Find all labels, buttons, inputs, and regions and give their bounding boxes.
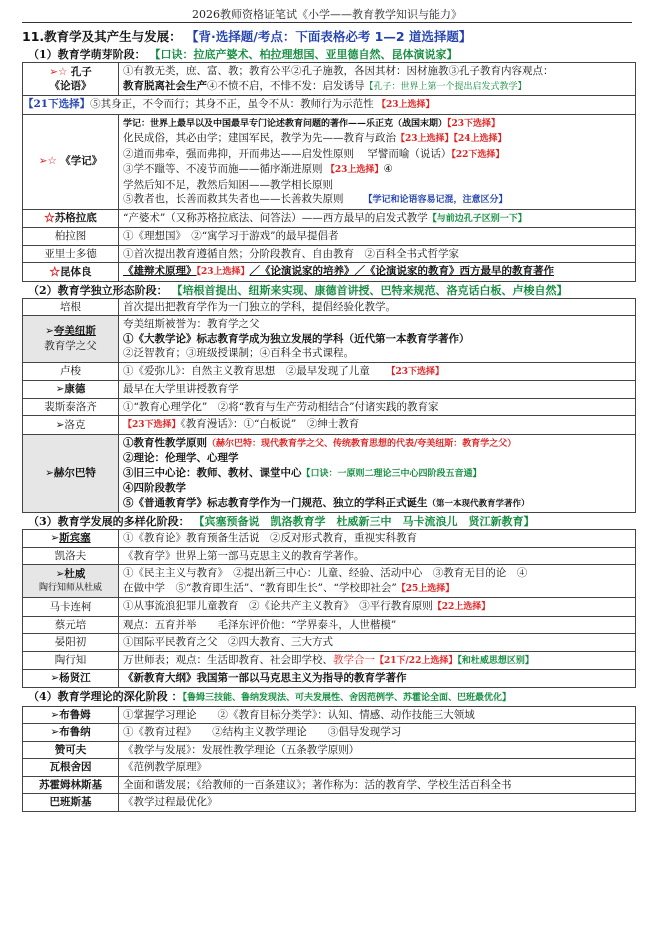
- content-cell-bacon: 首次提出把教育学作为一门独立的学科，提倡经验化教学。: [119, 298, 636, 316]
- content-cell-kant: 最早在大学里讲授教育学: [119, 381, 636, 399]
- name-cell-tao: 陶行知: [23, 651, 119, 670]
- content-line: ①《大教学论》标志教育学成为独立发展的学科（近代第一本教育学著作）: [123, 332, 470, 345]
- arrow-icon: ➢: [50, 532, 60, 544]
- name-cell-sukhomlinsky: 苏霍姆林斯基: [23, 776, 119, 794]
- content-cell-babansky: 《教学过程最优化》: [119, 794, 636, 812]
- part4-mnemonic: 【鲁姆三技能、鲁纳发现法、可夫发展性、舍因范例学、苏霍论全面、巴班最优化】: [182, 692, 512, 703]
- note-tag: （赫尔巴特：现代教育学之父、传统教育思想的代表/夸美纽斯：教育学之父）: [207, 438, 517, 449]
- table-row: [23, 651, 636, 670]
- content-line: [123, 162, 631, 178]
- arrow-icon: ➢: [45, 325, 54, 338]
- part4-colon: ：: [171, 689, 183, 703]
- table-row: [23, 634, 636, 652]
- section-title-text: 11.教育学及其产生与发展：: [22, 29, 182, 44]
- part2-title: [22, 283, 636, 298]
- content-cell-makarenko: [119, 598, 636, 617]
- book-name: 《论语》: [49, 80, 92, 92]
- part2-mnemonic: 【培根首提出、纽斯来实现、康德首讲授、巴特来规范、洛克话白板、卢梭自然】: [171, 283, 568, 297]
- content-cell-dewey: [119, 565, 636, 598]
- table-row: [23, 759, 636, 777]
- header-rule: [22, 22, 632, 23]
- content-text: 罕譬而喻（说话）: [367, 147, 452, 160]
- content-line: [123, 147, 631, 163]
- content-cell-cai: 观点：五育并举 毛泽东评价他：“学界泰斗，人世楷模”: [119, 616, 636, 634]
- part1-table: [22, 62, 636, 282]
- table-row: [23, 362, 636, 381]
- content-cell-yang: 《新教育大纲》我国第一部以马克思主义为指导的教育学著作: [119, 670, 636, 688]
- content-line: [123, 192, 631, 208]
- arrow-icon: ➢: [50, 672, 60, 684]
- content-cell-zankov: 《教学与发展》：发展性教学理论（五条教学原则）: [119, 741, 636, 759]
- content-cell-xueji: [119, 114, 636, 209]
- arrow-icon: ➢: [55, 418, 65, 431]
- exam-tag: 【23下选择】: [386, 366, 444, 377]
- content-emphasis: 教育脱离社会生产: [123, 79, 207, 92]
- content-cell-bloom: ①掌握学习理论 ②《教育目标分类学》：认知、情感、动作技能三大领域: [119, 706, 636, 724]
- content-cell-rousseau: [119, 362, 636, 381]
- content-text: ②道而弗牵，强而弗抑，开而弗达——启发性原则: [123, 147, 354, 160]
- name-cell-xueji: [23, 114, 119, 209]
- person-note: 陶行知师从杜威: [38, 583, 102, 593]
- name-cell-rousseau: 卢梭: [23, 362, 119, 381]
- name-cell-socrates: ☆苏格拉底: [23, 209, 119, 228]
- table-row: [23, 670, 636, 688]
- part3-title-text: （3）教育学发展的多样化阶段：: [28, 515, 190, 528]
- person-name: 洛克: [64, 418, 86, 431]
- person-name: 赫尔巴特: [53, 467, 96, 479]
- content-text: ⑤教者也，长善而救其失者也——长善救失原则: [123, 193, 344, 205]
- content-line: ②理论：伦理学、心理学: [123, 452, 239, 464]
- content-cell-locke: [119, 416, 636, 435]
- name-cell-locke: [23, 416, 119, 435]
- part2-table: [22, 298, 636, 514]
- table-row: [23, 416, 636, 435]
- page-header: 2026教师资格证笔试《小学——教育教学知识与能力》: [192, 8, 462, 21]
- person-name: 昆体良: [60, 265, 92, 278]
- part3-table: [22, 529, 636, 688]
- exam-tag: 【22下选择】: [451, 149, 505, 160]
- arrow-icon: ➢: [55, 567, 65, 580]
- exam-tag: 【23下选择】: [123, 420, 181, 430]
- part3-mnemonic: 【宾塞预备说 凯洛教育学 杜威新三中 马卡流浪儿 贤江新教育】: [193, 515, 535, 528]
- person-name: 斯宾塞: [59, 532, 91, 544]
- arrow-icon: ➢: [50, 726, 60, 738]
- content-cell-confucius-tail: [23, 96, 636, 115]
- note-tag: 【孔子：世界上第一个提出启发式教学】: [364, 81, 527, 92]
- table-row: [23, 741, 636, 759]
- table-row: [23, 706, 636, 724]
- note-tag: 【与前边孔子区别一下】: [427, 213, 527, 224]
- person-name: 杜威: [64, 567, 86, 580]
- exam-tag: 【25上选择】: [396, 583, 455, 594]
- name-cell-herbart: [23, 434, 119, 513]
- part4-title-text: （4）教育学理论的深化阶段: [28, 689, 168, 703]
- name-cell-zankov: 赞可夫: [23, 741, 119, 759]
- content-line: 学然后知不足，教然后知困——教学相长原则: [123, 178, 333, 191]
- part3-title: [22, 514, 636, 529]
- table-row: [23, 209, 636, 228]
- table-row: [23, 398, 636, 416]
- content-cell-aristotle: ①首次提出教育遵循自然；分阶段教育、自由教育 ②百科全书式哲学家: [119, 245, 636, 263]
- content-cell-herbart: [119, 434, 636, 513]
- arrow-icon: ➢: [45, 467, 54, 479]
- name-cell-bacon: 培根: [23, 298, 119, 316]
- content-line: 夸美纽斯被誉为：教育学之父: [123, 318, 260, 330]
- content-cell-kairov: 《教育学》世界上第一部马克思主义的教育学著作。: [119, 547, 636, 565]
- name-cell-pestalozzi: 裴斯泰洛齐: [23, 398, 119, 416]
- exam-tag: 【23下选择】: [447, 118, 501, 129]
- content-emphasis: 学记：世界上最早以及中国最早专门论述教育问题的著作——乐正克（战国末期）: [123, 118, 448, 129]
- content-line: [123, 581, 631, 597]
- name-cell-kant: [23, 381, 119, 399]
- exam-tag: 【22上选择】: [432, 602, 491, 612]
- person-name: 夸美纽斯: [53, 325, 96, 338]
- name-cell-yang: [23, 670, 119, 688]
- content-emphasis: 教学合一: [333, 653, 375, 666]
- content-cell-socrates: [119, 209, 636, 228]
- content-cell-pestalozzi: ①“教育心理学化” ②将“教育与生产劳动相结合”付诸实践的教育家: [119, 398, 636, 416]
- table-row: [23, 530, 636, 548]
- arrow-star-icon: ➢☆: [49, 65, 68, 78]
- content-line: [123, 79, 631, 95]
- table-row: [23, 724, 636, 742]
- part1-title-text: （1）教育学萌芽阶段：: [28, 48, 146, 61]
- section-title: [22, 28, 636, 46]
- content-line: [123, 116, 631, 132]
- content-cell-quintilian: [119, 263, 636, 282]
- name-cell-comenius: [23, 316, 119, 363]
- name-cell-cai: 蔡元培: [23, 616, 119, 634]
- content-line: [123, 131, 631, 147]
- exam-tag: 【23上选择】: [376, 100, 435, 110]
- table-row: [23, 547, 636, 565]
- content-text: “产婆术”（又称苏格拉底法、问答法）——西方最早的启发式教学: [123, 211, 428, 224]
- content-line: [123, 436, 631, 452]
- content-emphasis: ／《论演说家的培养》／《论演说家的教育》西方最早的教育著作: [249, 265, 555, 277]
- name-cell-plato: 柏拉图: [23, 228, 119, 246]
- content-cell-spencer: ①《教育论》教育预备生活说 ②反对形式教育，重视实科教育: [119, 530, 636, 548]
- exam-tag: 【21下/22上选择】: [375, 655, 458, 666]
- content-cell-comenius: [119, 316, 636, 363]
- content-text: 万世师表；观点：生活即教育、社会即学校、: [123, 653, 333, 666]
- table-row: [23, 245, 636, 263]
- table-row: [23, 228, 636, 246]
- content-emphasis: ①教育性教学原则: [123, 436, 207, 449]
- name-cell-wagenschein: 瓦根舍因: [23, 759, 119, 777]
- content-text: 化民成俗，其必由学；建国军民，教学为先——教育与政治: [123, 132, 396, 144]
- name-cell-bruner: [23, 724, 119, 742]
- content-note: （第一本现代教育学著作）: [427, 498, 530, 509]
- table-row: [23, 316, 636, 363]
- exam-tag: 【24上选择】: [453, 134, 507, 144]
- person-title: 教育学之父: [44, 339, 97, 352]
- name-cell-yan: 晏阳初: [23, 634, 119, 652]
- content-emphasis: 《雄辩术原理》: [123, 265, 197, 277]
- person-name: 苏格拉底: [54, 212, 97, 224]
- content-cell-plato: ①《理想国》 ②“寓学习于游戏”的最早提倡者: [119, 228, 636, 246]
- content-text: ④: [383, 163, 393, 175]
- table-row: [23, 565, 636, 598]
- table-row: [23, 598, 636, 617]
- content-line: [123, 496, 631, 512]
- table-row: [23, 63, 636, 96]
- content-line: ①《民主主义与教育》 ②提出新三中心：儿童、经验、活动中心 ③教育无目的论 ④: [123, 567, 528, 579]
- content-cell-sukhomlinsky: 全面和谐发展；《给教师的一百条建议》；著作称为：活的教育学、学校生活百科全书: [119, 776, 636, 794]
- name-cell-confucius: [23, 63, 119, 96]
- content-text: ⑤其身正，不令而行；其身不正，虽令不从：教师行为示范性: [90, 98, 374, 110]
- table-row: [23, 96, 636, 115]
- name-cell-babansky: 巴班斯基: [23, 794, 119, 812]
- arrow-icon: ➢: [50, 708, 60, 721]
- content-cell-wagenschein: 《范例教学原理》: [119, 759, 636, 777]
- arrow-star-icon: ➢☆: [38, 155, 57, 168]
- name-cell-bloom: [23, 706, 119, 724]
- note-tag: 【和杜威思想区别】: [457, 655, 534, 666]
- content-text: 《教育漫话》：①“白板说” ②绅士教育: [180, 418, 360, 430]
- table-row: [23, 776, 636, 794]
- person-name: 孔子: [70, 65, 92, 78]
- table-row: [23, 616, 636, 634]
- book-name: 《学记》: [60, 155, 103, 168]
- name-cell-aristotle: 亚里士多德: [23, 245, 119, 263]
- content-emphasis: ③旧三中心论：教师、教材、课堂中心: [123, 466, 302, 479]
- content-line: ②泛智教育；③班级授课制；④百科全书式课程。: [123, 347, 354, 359]
- content-cell-confucius: [119, 63, 636, 96]
- content-line: [123, 466, 631, 482]
- part1-title: [22, 47, 636, 62]
- name-cell-dewey: [23, 565, 119, 598]
- section-tag: 【背·选择题/考点：下面表格必考 1—2 道选择题】: [186, 29, 472, 44]
- part4-title: [22, 689, 636, 706]
- content-text: ①从事流浪犯罪儿童教育 ②《论共产主义教育》 ③平行教育原则: [123, 600, 433, 612]
- content-emphasis: ⑤《普通教育学》标志教育学作为一门规范、独立的学科正式诞生: [123, 496, 428, 509]
- content-text: ③学不躐等、不凌节而施——循序渐进原则: [123, 163, 323, 175]
- arrow-icon: ➢: [55, 383, 65, 395]
- table-row: [23, 794, 636, 812]
- table-row: [23, 263, 636, 282]
- content-text: 在做中学 ⑤“教育即生活”、“教育即生长”、“学校即社会”: [123, 581, 397, 594]
- note-tag: 【口诀：一原则二理论三中心四阶段五音通】: [301, 468, 482, 479]
- person-name: 杨贤江: [59, 672, 91, 684]
- exam-tag: 【21下选择】: [23, 98, 91, 110]
- name-cell-makarenko: 马卡连柯: [23, 598, 119, 617]
- part2-title-text: （2）教育学独立形态阶段：: [28, 283, 168, 297]
- name-cell-kairov: 凯洛夫: [23, 547, 119, 565]
- table-row: [23, 298, 636, 316]
- content-cell-tao: [119, 651, 636, 670]
- part4-table: [22, 706, 636, 812]
- name-cell-quintilian: ☆昆体良: [23, 263, 119, 282]
- person-name: 布鲁纳: [59, 726, 91, 738]
- content-text: ④不愤不启，不悱不发：启发诱导: [207, 79, 365, 92]
- content-line: ①有教无类，庶、富、教；教育公平②孔子施教，各因其材：因材施教③孔子教育内容观点：: [123, 65, 554, 77]
- exam-tag: 【23上选择】: [196, 267, 250, 277]
- content-cell-yan: ①国际平民教育之父 ②四大教育、三大方式: [119, 634, 636, 652]
- table-row: [23, 114, 636, 209]
- content-text: ①《爱弥儿》：自然主义教育思想 ②最早发现了儿童: [123, 364, 370, 377]
- exam-tag: 【23上选择】: [325, 165, 384, 175]
- part1-mnemonic: 【口诀：拉底产婆术、柏拉理想国、亚里德自然、昆体演说家】: [149, 48, 458, 61]
- name-cell-spencer: [23, 530, 119, 548]
- document-body: [22, 28, 636, 812]
- content-cell-bruner: ①《教育过程》 ②结构主义教学理论 ③倡导发现学习: [119, 724, 636, 742]
- exam-tag: 【23上选择】: [396, 134, 454, 144]
- table-row: [23, 434, 636, 513]
- person-name: 布鲁姆: [59, 708, 91, 721]
- table-row: [23, 381, 636, 399]
- person-name: 康德: [64, 383, 86, 395]
- note-tag: 【学记和论语容易记混，注意区分】: [363, 195, 508, 205]
- content-line: ④四阶段教学: [123, 482, 186, 494]
